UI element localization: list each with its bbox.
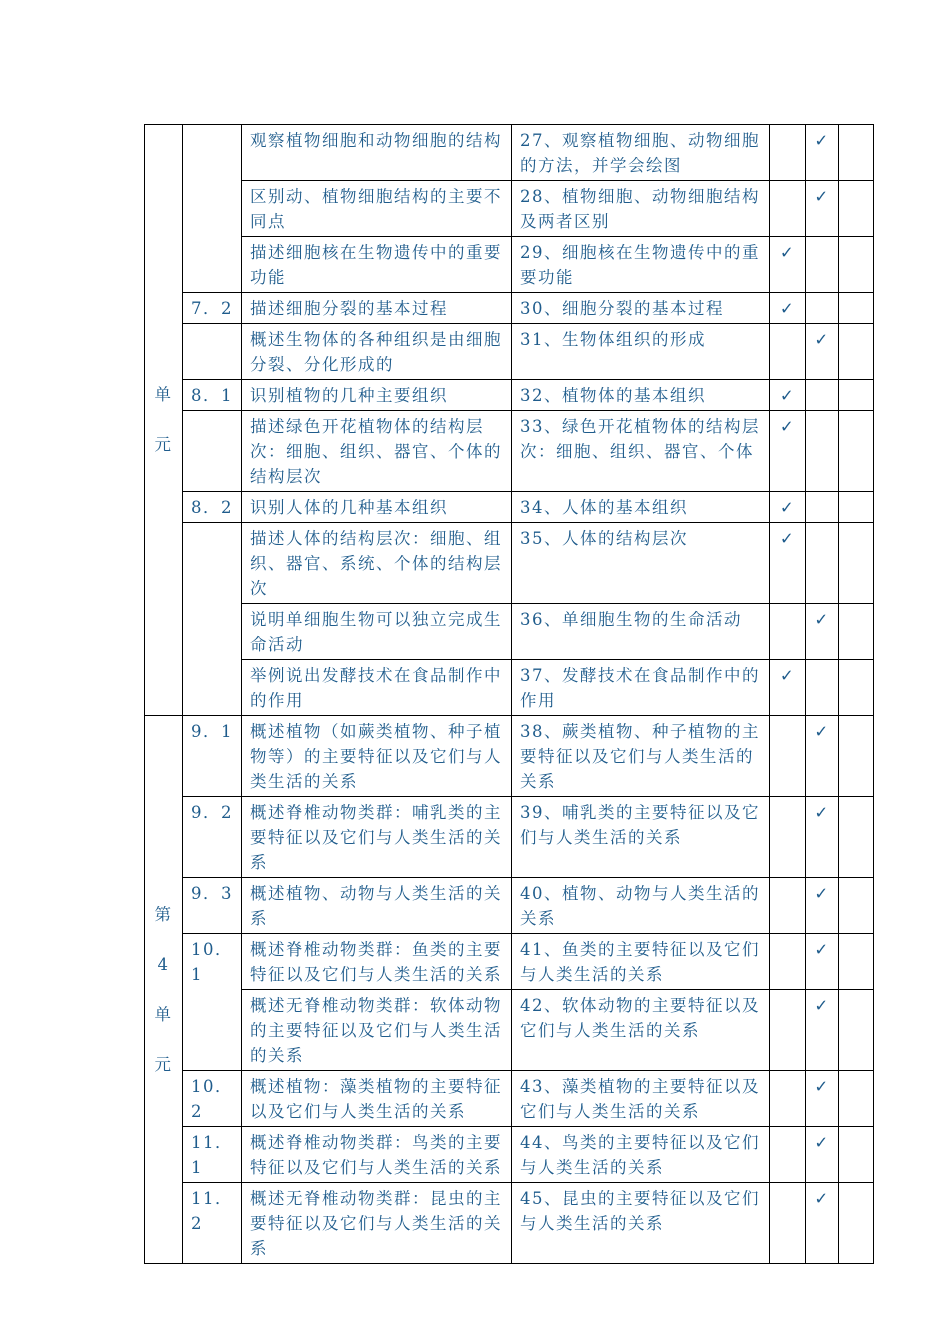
level-1-check-cell	[770, 660, 806, 716]
level-2-check-cell	[806, 293, 839, 324]
table-row	[145, 934, 874, 990]
level-3-check-cell	[839, 324, 874, 380]
teaching-content-cell: 32、植物体的基本组织	[512, 380, 770, 411]
check-mark-icon: ✓	[814, 131, 830, 150]
section-number-cell: 11．1	[183, 1127, 242, 1183]
level-2-check-cell	[806, 1183, 839, 1264]
check-mark-icon: ✓	[814, 610, 830, 629]
curriculum-table-body	[145, 125, 874, 1264]
curriculum-standard-cell: 区别动、植物细胞结构的主要不同点	[242, 181, 512, 237]
check-mark-icon: ✓	[779, 299, 796, 318]
table-row	[145, 716, 874, 797]
curriculum-table	[144, 124, 874, 1264]
level-3-check-cell	[839, 1127, 874, 1183]
level-2-check-cell	[806, 797, 839, 878]
teaching-content-cell: 28、植物细胞、动物细胞结构及两者区别	[512, 181, 770, 237]
table-row	[145, 878, 874, 934]
curriculum-standard-cell: 描述绿色开花植物体的结构层次：细胞、组织、器官、个体的结构层次	[242, 411, 512, 492]
level-1-check-cell	[770, 1127, 806, 1183]
table-row	[145, 660, 874, 716]
curriculum-standard-cell: 概述植物：藻类植物的主要特征以及它们与人类生活的关系	[242, 1071, 512, 1127]
table-row	[145, 990, 874, 1071]
section-number-cell: 9．3	[183, 878, 242, 934]
curriculum-standard-cell: 识别人体的几种基本组织	[242, 492, 512, 523]
level-2-check-cell	[806, 604, 839, 660]
level-1-check-cell	[770, 934, 806, 990]
curriculum-standard-cell: 概述无脊椎动物类群：昆虫的主要特征以及它们与人类生活的关系	[242, 1183, 512, 1264]
level-3-check-cell	[839, 411, 874, 492]
level-2-check-cell	[806, 492, 839, 523]
table-row	[145, 293, 874, 324]
teaching-content-cell: 36、单细胞生物的生命活动	[512, 604, 770, 660]
teaching-content-cell: 37、发酵技术在食品制作中的作用	[512, 660, 770, 716]
unit-label-char: 第	[154, 904, 173, 924]
teaching-content-cell: 27、观察植物细胞、动物细胞的方法，并学会绘图	[512, 125, 770, 181]
level-1-check-cell	[770, 411, 806, 492]
section-number-cell: 10．2	[183, 1071, 242, 1127]
curriculum-standard-cell: 概述生物体的各种组织是由细胞分裂、分化形成的	[242, 324, 512, 380]
level-3-check-cell	[839, 878, 874, 934]
level-2-check-cell	[806, 523, 839, 604]
check-mark-icon: ✓	[814, 330, 830, 349]
level-3-check-cell	[839, 716, 874, 797]
curriculum-standard-cell: 概述脊椎动物类群：鸟类的主要特征以及它们与人类生活的关系	[242, 1127, 512, 1183]
table-row	[145, 797, 874, 878]
curriculum-standard-cell: 描述人体的结构层次：细胞、组织、器官、系统、个体的结构层次	[242, 523, 512, 604]
teaching-content-cell: 45、昆虫的主要特征以及它们与人类生活的关系	[512, 1183, 770, 1264]
teaching-content-cell: 33、绿色开花植物体的结构层次：细胞、组织、器官、个体	[512, 411, 770, 492]
level-2-check-cell	[806, 411, 839, 492]
curriculum-standard-cell: 概述无脊椎动物类群：软体动物的主要特征以及它们与人类生活的关系	[242, 990, 512, 1071]
level-2-check-cell	[806, 1127, 839, 1183]
level-1-check-cell	[770, 1071, 806, 1127]
level-1-check-cell	[770, 492, 806, 523]
level-1-check-cell	[770, 181, 806, 237]
check-mark-icon: ✓	[814, 803, 830, 822]
teaching-content-cell: 38、蕨类植物、种子植物的主要特征以及它们与人类生活的关系	[512, 716, 770, 797]
teaching-content-cell: 40、植物、动物与人类生活的关系	[512, 878, 770, 934]
level-2-check-cell	[806, 878, 839, 934]
unit-label-char: 元	[154, 1054, 173, 1074]
level-3-check-cell	[839, 797, 874, 878]
table-row	[145, 237, 874, 293]
level-3-check-cell	[839, 293, 874, 324]
section-number-cell: 11．2	[183, 1183, 242, 1264]
level-1-check-cell	[770, 797, 806, 878]
curriculum-standard-cell: 描述细胞核在生物遗传中的重要功能	[242, 237, 512, 293]
level-3-check-cell	[839, 934, 874, 990]
check-mark-icon: ✓	[814, 1189, 830, 1208]
level-3-check-cell	[839, 380, 874, 411]
level-1-check-cell	[770, 523, 806, 604]
check-mark-icon: ✓	[814, 996, 830, 1015]
section-number-cell: 8．2	[183, 492, 242, 523]
level-1-check-cell	[770, 293, 806, 324]
curriculum-standard-cell: 概述植物（如蕨类植物、种子植物等）的主要特征以及它们与人类生活的关系	[242, 716, 512, 797]
curriculum-standard-cell: 描述细胞分裂的基本过程	[242, 293, 512, 324]
curriculum-standard-cell: 概述脊椎动物类群：鱼类的主要特征以及它们与人类生活的关系	[242, 934, 512, 990]
table-row	[145, 604, 874, 660]
curriculum-standard-cell: 识别植物的几种主要组织	[242, 380, 512, 411]
level-2-check-cell	[806, 324, 839, 380]
level-2-check-cell	[806, 237, 839, 293]
table-row	[145, 411, 874, 492]
check-mark-icon: ✓	[814, 187, 830, 206]
check-mark-icon: ✓	[779, 417, 796, 436]
level-3-check-cell	[839, 492, 874, 523]
teaching-content-cell: 34、人体的基本组织	[512, 492, 770, 523]
table-row	[145, 324, 874, 380]
unit-label-char: 元	[154, 435, 173, 454]
section-number-cell	[183, 411, 242, 492]
section-number-cell	[183, 324, 242, 380]
table-row	[145, 380, 874, 411]
level-1-check-cell	[770, 237, 806, 293]
table-row	[145, 1183, 874, 1264]
level-2-check-cell	[806, 934, 839, 990]
table-row	[145, 1127, 874, 1183]
section-number-cell: 9．2	[183, 797, 242, 878]
level-1-check-cell	[770, 324, 806, 380]
level-3-check-cell	[839, 125, 874, 181]
check-mark-icon: ✓	[779, 498, 796, 517]
check-mark-icon: ✓	[814, 1077, 830, 1096]
check-mark-icon: ✓	[814, 940, 830, 959]
check-mark-icon: ✓	[779, 386, 796, 405]
teaching-content-cell: 39、哺乳类的主要特征以及它们与人类生活的关系	[512, 797, 770, 878]
level-2-check-cell	[806, 125, 839, 181]
teaching-content-cell: 43、藻类植物的主要特征以及它们与人类生活的关系	[512, 1071, 770, 1127]
unit-label-char: 单	[154, 385, 173, 404]
curriculum-standard-cell: 举例说出发酵技术在食品制作中的作用	[242, 660, 512, 716]
curriculum-standard-cell: 概述脊椎动物类群：哺乳类的主要特征以及它们与人类生活的关系	[242, 797, 512, 878]
level-1-check-cell	[770, 125, 806, 181]
check-mark-icon: ✓	[814, 1133, 830, 1152]
level-2-check-cell	[806, 380, 839, 411]
level-2-check-cell	[806, 716, 839, 797]
level-3-check-cell	[839, 237, 874, 293]
level-2-check-cell	[806, 660, 839, 716]
curriculum-standard-cell: 观察植物细胞和动物细胞的结构	[242, 125, 512, 181]
teaching-content-cell: 29、细胞核在生物遗传中的重要功能	[512, 237, 770, 293]
level-1-check-cell	[770, 1183, 806, 1264]
unit-label-char: 单	[154, 1004, 173, 1024]
teaching-content-cell: 35、人体的结构层次	[512, 523, 770, 604]
table-row	[145, 1071, 874, 1127]
section-number-cell: 7．2	[183, 293, 242, 324]
level-1-check-cell	[770, 604, 806, 660]
unit-label-char: 4	[157, 954, 170, 974]
level-1-check-cell	[770, 380, 806, 411]
check-mark-icon: ✓	[779, 243, 796, 262]
check-mark-icon: ✓	[779, 529, 796, 548]
table-row	[145, 181, 874, 237]
section-number-cell	[183, 523, 242, 716]
table-row	[145, 523, 874, 604]
section-number-cell: 10．1	[183, 934, 242, 1071]
table-row	[145, 492, 874, 523]
level-3-check-cell	[839, 181, 874, 237]
teaching-content-cell: 44、鸟类的主要特征以及它们与人类生活的关系	[512, 1127, 770, 1183]
level-3-check-cell	[839, 1183, 874, 1264]
level-3-check-cell	[839, 523, 874, 604]
unit-label-cell	[145, 125, 183, 716]
level-2-check-cell	[806, 1071, 839, 1127]
check-mark-icon: ✓	[779, 666, 796, 685]
level-3-check-cell	[839, 990, 874, 1071]
teaching-content-cell: 41、鱼类的主要特征以及它们与人类生活的关系	[512, 934, 770, 990]
teaching-content-cell: 31、生物体组织的形成	[512, 324, 770, 380]
level-3-check-cell	[839, 604, 874, 660]
teaching-content-cell: 42、软体动物的主要特征以及它们与人类生活的关系	[512, 990, 770, 1071]
level-1-check-cell	[770, 878, 806, 934]
teaching-content-cell: 30、细胞分裂的基本过程	[512, 293, 770, 324]
table-row	[145, 125, 874, 181]
section-number-cell: 9．1	[183, 716, 242, 797]
level-1-check-cell	[770, 716, 806, 797]
section-number-cell: 8．1	[183, 380, 242, 411]
check-mark-icon: ✓	[814, 722, 830, 741]
level-2-check-cell	[806, 990, 839, 1071]
curriculum-standard-cell: 说明单细胞生物可以独立完成生命活动	[242, 604, 512, 660]
level-2-check-cell	[806, 181, 839, 237]
section-number-cell	[183, 125, 242, 293]
unit-label-cell	[145, 716, 183, 1264]
check-mark-icon: ✓	[814, 884, 830, 903]
level-3-check-cell	[839, 1071, 874, 1127]
level-3-check-cell	[839, 660, 874, 716]
curriculum-standard-cell: 概述植物、动物与人类生活的关系	[242, 878, 512, 934]
level-1-check-cell	[770, 990, 806, 1071]
